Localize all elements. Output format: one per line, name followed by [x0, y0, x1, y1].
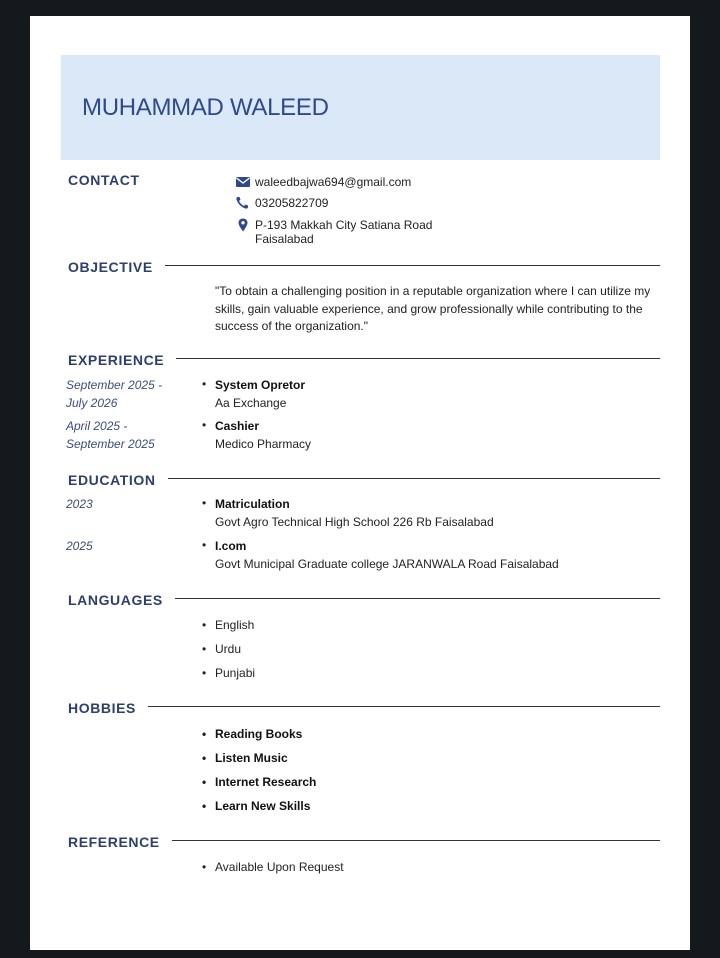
company-name: Medico Pharmacy	[215, 436, 312, 451]
school-name: Govt Municipal Graduate college JARANWALA Road Faisalabad	[215, 556, 559, 571]
degree-title: • Matriculation	[215, 497, 290, 511]
hobby-item: • Internet Research	[215, 775, 316, 789]
reference-item: • Available Upon Request	[215, 860, 344, 874]
address-line-1: P-193 Makkah City Satiana Road	[255, 218, 433, 232]
experience-date: September 2025 - July 2026	[66, 378, 163, 410]
section-title-reference: REFERENCE	[68, 834, 172, 850]
contact-address	[235, 218, 432, 246]
phone-icon	[235, 196, 251, 210]
education-item	[215, 496, 494, 531]
language-item: • English	[215, 618, 254, 632]
job-title: • System Opretor	[215, 378, 306, 392]
contact-email[interactable]	[235, 175, 411, 189]
degree-title: • I.com	[215, 539, 247, 553]
section-title-contact: CONTACT	[68, 172, 152, 188]
hobby-item: • Reading Books	[215, 727, 302, 741]
contact-phone[interactable]	[235, 196, 328, 210]
candidate-name: MUHAMMAD WALEED	[82, 94, 329, 121]
phone-text: 03205822709	[255, 196, 329, 210]
language-item: • Punjabi	[215, 666, 255, 680]
envelope-icon	[235, 175, 251, 189]
section-title-education: EDUCATION	[68, 472, 168, 488]
email-text: waleedbajwa694@gmail.com	[255, 175, 412, 189]
objective-rule	[156, 265, 660, 266]
experience-item	[215, 418, 311, 453]
languages-rule	[164, 598, 660, 599]
education-year: 2023	[66, 497, 93, 511]
objective-text: "To obtain a challenging position in a reputable organization where I can utilize my skills, gain valuable experience, and grow professionally while contributing to the success of the organization."	[215, 284, 651, 333]
education-year: 2025	[66, 539, 93, 553]
company-name: Aa Exchange	[215, 395, 287, 410]
hobby-item: • Listen Music	[215, 751, 288, 765]
experience-date: April 2025 - September 2025	[66, 419, 155, 451]
experience-rule	[166, 358, 660, 359]
section-title-objective: OBJECTIVE	[68, 259, 165, 275]
address-line-2: Faisalabad	[255, 232, 314, 246]
school-name: Govt Agro Technical High School 226 Rb Faisalabad	[215, 514, 494, 529]
name-header	[61, 55, 660, 160]
section-title-languages: LANGUAGES	[68, 592, 175, 608]
education-item	[215, 538, 559, 573]
hobbies-rule	[140, 706, 660, 707]
address-text	[255, 218, 432, 246]
hobby-item: • Learn New Skills	[215, 799, 310, 813]
reference-rule	[160, 840, 660, 841]
language-item: • Urdu	[215, 642, 241, 656]
experience-item	[215, 377, 305, 412]
job-title: • Cashier	[215, 419, 260, 433]
resume-page	[30, 16, 690, 950]
location-pin-icon	[235, 218, 251, 232]
section-title-hobbies: HOBBIES	[68, 700, 148, 716]
education-rule	[160, 478, 660, 479]
section-title-experience: EXPERIENCE	[68, 352, 176, 368]
